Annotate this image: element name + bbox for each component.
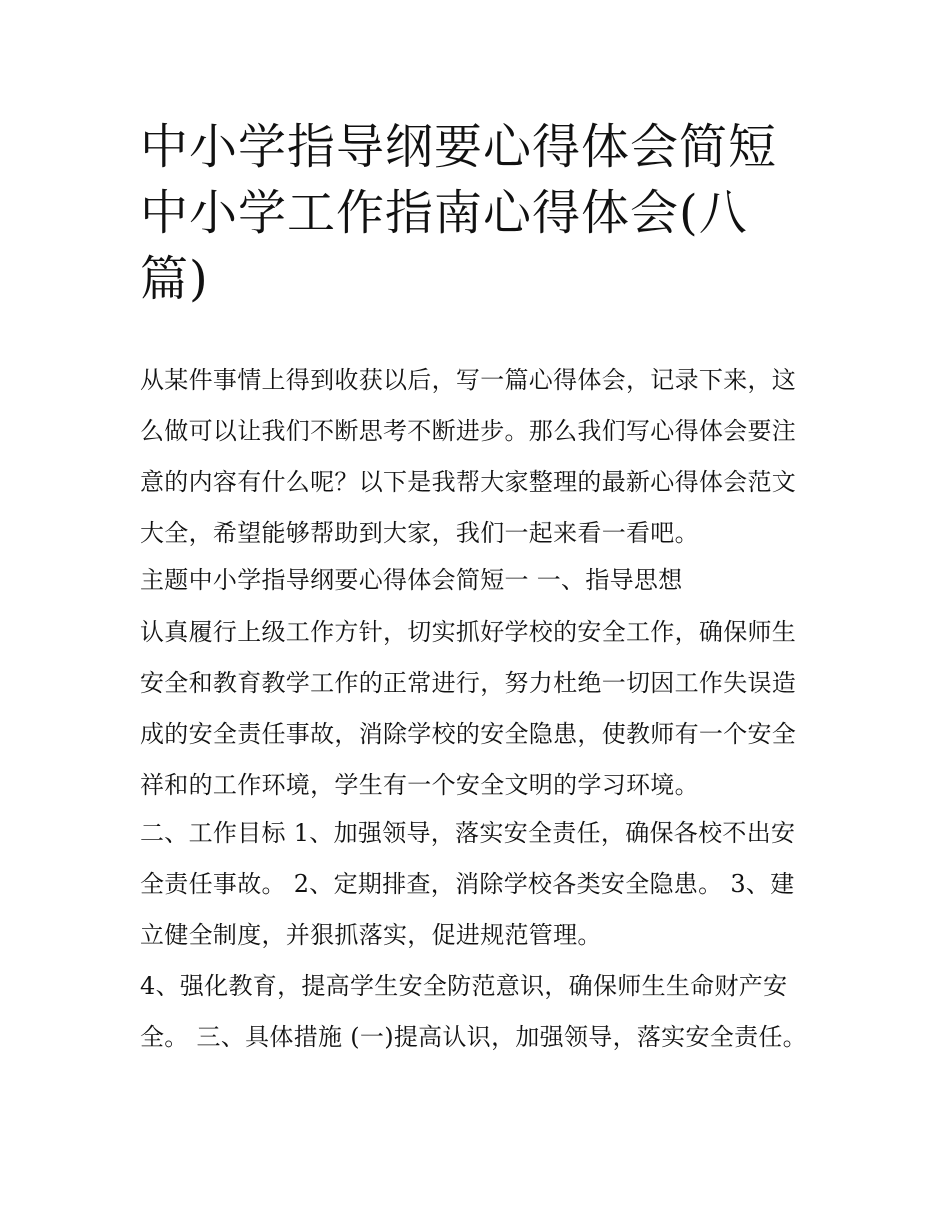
paragraph-measures: 4、强化教育，提高学生安全防范意识，确保师生生命财产安全。 三、具体措施 (一)提高认识，加强领导，落实安全责任。 [140, 972, 807, 1051]
document-title: 中小学指导纲要心得体会简短中小学工作指南心得体会(八篇) [140, 119, 778, 307]
paragraph-work-goals: 二、工作目标 1、加强领导，落实安全责任，确保各校不出安全责任事故。 2、定期排查，消除学校各类安全隐患。 3、建立健全制度，并狠抓落实，促进规范管理。 [140, 819, 796, 949]
paragraph-section-heading: 主题中小学指导纲要心得体会简短一 一、指导思想 [140, 566, 683, 594]
paragraph-guiding-thought: 认真履行上级工作方针，切实抓好学校的安全工作，确保师生安全和教育教学工作的正常进行，努力杜绝一切因工作失误造成的安全责任事故，消除学校的安全隐患，使教师有一个安全祥和的工作环境，学生有一个安全文明的学习环境。 [140, 618, 797, 799]
paragraph-intro: 从某件事情上得到收获以后，写一篇心得体会，记录下来，这么做可以让我们不断思考不断进步。那么我们写心得体会要注意的内容有什么呢？以下是我帮大家整理的最新心得体会范文大全，希望能够帮助到大家，我们一起来看一看吧。 [140, 366, 797, 547]
